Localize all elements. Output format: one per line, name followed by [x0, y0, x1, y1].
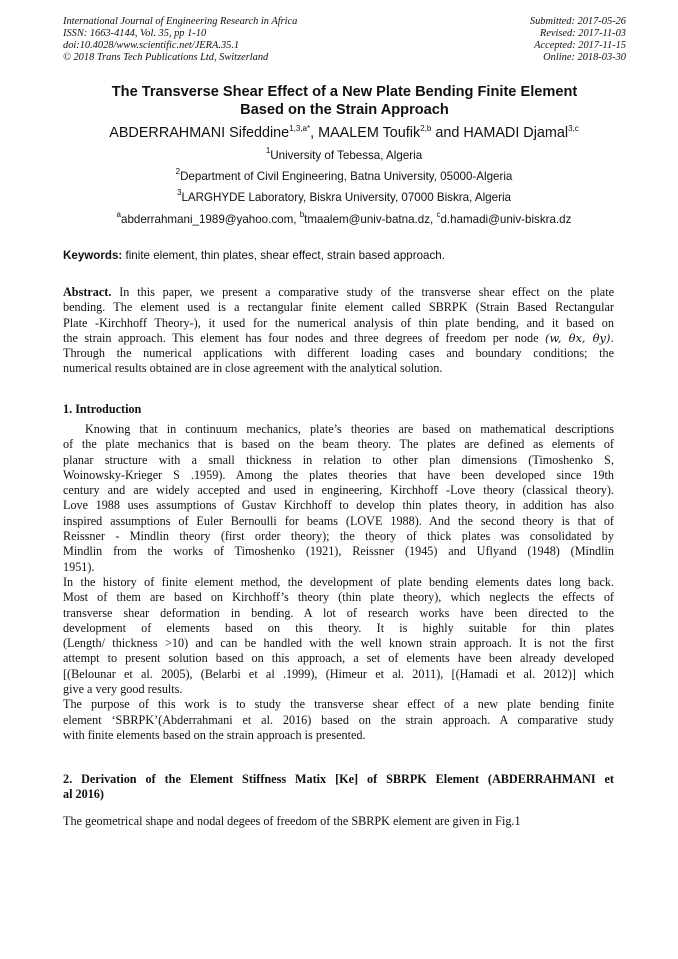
- heading-line: al 2016): [63, 787, 104, 802]
- author-sup: 3,c: [568, 124, 579, 133]
- abstract-text: In this paper, we present a comparative study of the transverse shear effect on the plate: [111, 285, 614, 299]
- journal-doi[interactable]: doi:10.4028/www.scientific.net/JERA.35.1: [63, 40, 240, 51]
- affiliation-3: [50, 188, 638, 205]
- section-heading-derivation: [63, 772, 614, 803]
- body-line: with finite elements based on the strain approach is presented.: [63, 727, 366, 742]
- author-name: MAALEM Toufik: [318, 125, 421, 141]
- author-name: HAMADI Djamal: [463, 125, 569, 141]
- accepted-date: Accepted: 2017-11-15: [534, 40, 626, 51]
- body-line: element ‘SBRPK’(Abderrahmani et al. 2016) based on the strain approach. A comparative study: [63, 712, 614, 727]
- body-line: transverse shear deformation in bending. A lot of research works have been directed to the: [63, 605, 614, 620]
- author-separator: ,: [310, 125, 319, 141]
- body-line: Woinowsky-Krieger S .1959). Among the plates theories that have been developed since 19th: [63, 467, 614, 482]
- author-separator: and: [431, 125, 464, 141]
- author-emails: [50, 210, 638, 227]
- body-line: planar structure with a small thickness in relation to other plan dimensions (Timoshenko S,: [63, 452, 614, 467]
- body-line: Mindlin from the works of Timoshenko (1921), Reissner (1945) and Uflyand (1948) (Mindlin: [63, 544, 614, 559]
- email-sup: c: [436, 210, 441, 219]
- abstract-line: Plate -Kirchhoff Theory-), it used for the numerical analysis of thin plate bending, and it based on: [63, 315, 614, 330]
- abstract-label: Abstract.: [63, 285, 112, 299]
- email-link[interactable]: d.hamadi@univ-biskra.dz: [440, 213, 572, 226]
- abstract-text: the strain approach. This element has four nodes and three degrees of freedom per node: [63, 330, 546, 345]
- journal-header-left: [63, 16, 297, 64]
- body-line: In the history of finite element method, the development of plate bending elements dates long back.: [63, 574, 614, 589]
- body-line: century and are widely accepted and used in engineering, Kirchhoff -Love theory (classical theory).: [63, 483, 614, 498]
- body-line: give a very good results.: [63, 682, 183, 697]
- affiliation-sup: 3: [177, 188, 182, 197]
- author-name: ABDERRAHMANI Sifeddine: [109, 125, 290, 141]
- keywords-label: Keywords:: [63, 249, 123, 262]
- affiliation-1: [50, 146, 638, 163]
- affiliation-sup: 1: [265, 146, 271, 155]
- revised-date: Revised: 2017-11-03: [539, 28, 626, 39]
- email-link[interactable]: abderrahmani_1989@yahoo.com,: [121, 213, 300, 226]
- affiliation-text: University of Tebessa, Algeria: [270, 149, 423, 162]
- abstract-line: bending. The element used is a rectangular finite element called SBRPK (Strain Based Rectangular: [63, 300, 614, 315]
- paper-title-line: Based on the Strain Approach: [240, 102, 449, 118]
- author-sup: 1,3,a*: [289, 124, 311, 133]
- heading-line: 2. Derivation of the Element Stiffness Matix [Ke] of SBRPK Element (ABDERRAHMANI et: [63, 772, 614, 786]
- affiliation-text: LARGHYDE Laboratory, Biskra University, 07000 Biskra, Algeria: [181, 191, 511, 204]
- affiliation-sup: 2: [175, 167, 181, 176]
- abstract-line: numerical results obtained are in close agreement with the analytical solution.: [63, 361, 443, 376]
- body-line: inspired assumptions of Euler Bernoulli for beams (LOVE 1988). And the second theory is that of: [63, 513, 614, 528]
- abstract-line: [63, 285, 614, 300]
- introduction-body: [63, 422, 614, 743]
- body-line: Reissner - Mindlin theory (first order theory); the theory of thick plates was consolidated by: [63, 529, 614, 544]
- body-line: attempt to present solution based on this approach, a set of elements have been already developed: [63, 651, 614, 666]
- abstract-line: [63, 331, 614, 346]
- section-heading-introduction: 1. Introduction: [63, 402, 142, 416]
- body-line: Knowing that in continuum mechanics, plate’s theories are based on mathematical descriptions: [85, 422, 614, 436]
- body-line: The purpose of this work is to study the transverse shear effect of a new plate bending finite: [63, 697, 614, 712]
- dof-formula: (w, θx, θy).: [545, 330, 615, 345]
- author-list: [50, 124, 638, 142]
- affiliation-text: Department of Civil Engineering, Batna University, 05000-Algeria: [180, 170, 513, 183]
- body-line: Love 1988 uses assumptions of Gustav Kirchhoff to develop thin plates theory, in addition has also: [63, 498, 614, 513]
- keywords: [63, 249, 626, 263]
- affiliation-2: [50, 167, 638, 184]
- online-date: Online: 2018-03-30: [543, 52, 626, 63]
- paper-title-line: The Transverse Shear Effect of a New Plate Bending Finite Element: [111, 84, 578, 100]
- keywords-text: finite element, thin plates, shear effect, strain based approach.: [122, 249, 445, 262]
- abstract: [63, 285, 614, 377]
- body-line: [(Belounar et al. 2005), (Belarbi et al .1999), (Himeur et al. 2011), [(Hamadi et al. 2012)] which: [63, 666, 614, 681]
- body-line: of the plate mechanics that is based on the beam theory. The plates are defined as elements of: [63, 437, 614, 452]
- email-sup: b: [299, 210, 305, 219]
- paper-title: [63, 83, 626, 119]
- body-line: The geometrical shape and nodal degees of freedom of the SBRPK element are given in Fig.1: [63, 814, 521, 828]
- derivation-body: [63, 814, 614, 829]
- body-line: 1951).: [63, 559, 95, 574]
- email-link[interactable]: tmaalem@univ-batna.dz,: [304, 213, 437, 226]
- author-sup: 2,b: [420, 124, 432, 133]
- journal-issn: ISSN: 1663-4144, Vol. 35, pp 1-10: [63, 28, 207, 39]
- abstract-line: Through the numerical applications with different loading cases and boundary conditions; the: [63, 346, 614, 361]
- journal-copyright: © 2018 Trans Tech Publications Ltd, Switzerland: [63, 52, 269, 63]
- body-line: (Length/ thickness >10) and can be handled with the well known strain approach. It is not the first: [63, 636, 614, 651]
- journal-header-right: [530, 16, 626, 64]
- submitted-date: Submitted: 2017-05-26: [529, 16, 626, 27]
- journal-name: International Journal of Engineering Research in Africa: [63, 16, 298, 27]
- email-sup: a: [116, 210, 121, 219]
- body-line: development of elements based on this theory. It is highly suitable for thin plates: [63, 620, 614, 635]
- body-line: Most of them are based on Kirchhoff’s theory (thin plate theory), which neglects the effects of: [63, 590, 614, 605]
